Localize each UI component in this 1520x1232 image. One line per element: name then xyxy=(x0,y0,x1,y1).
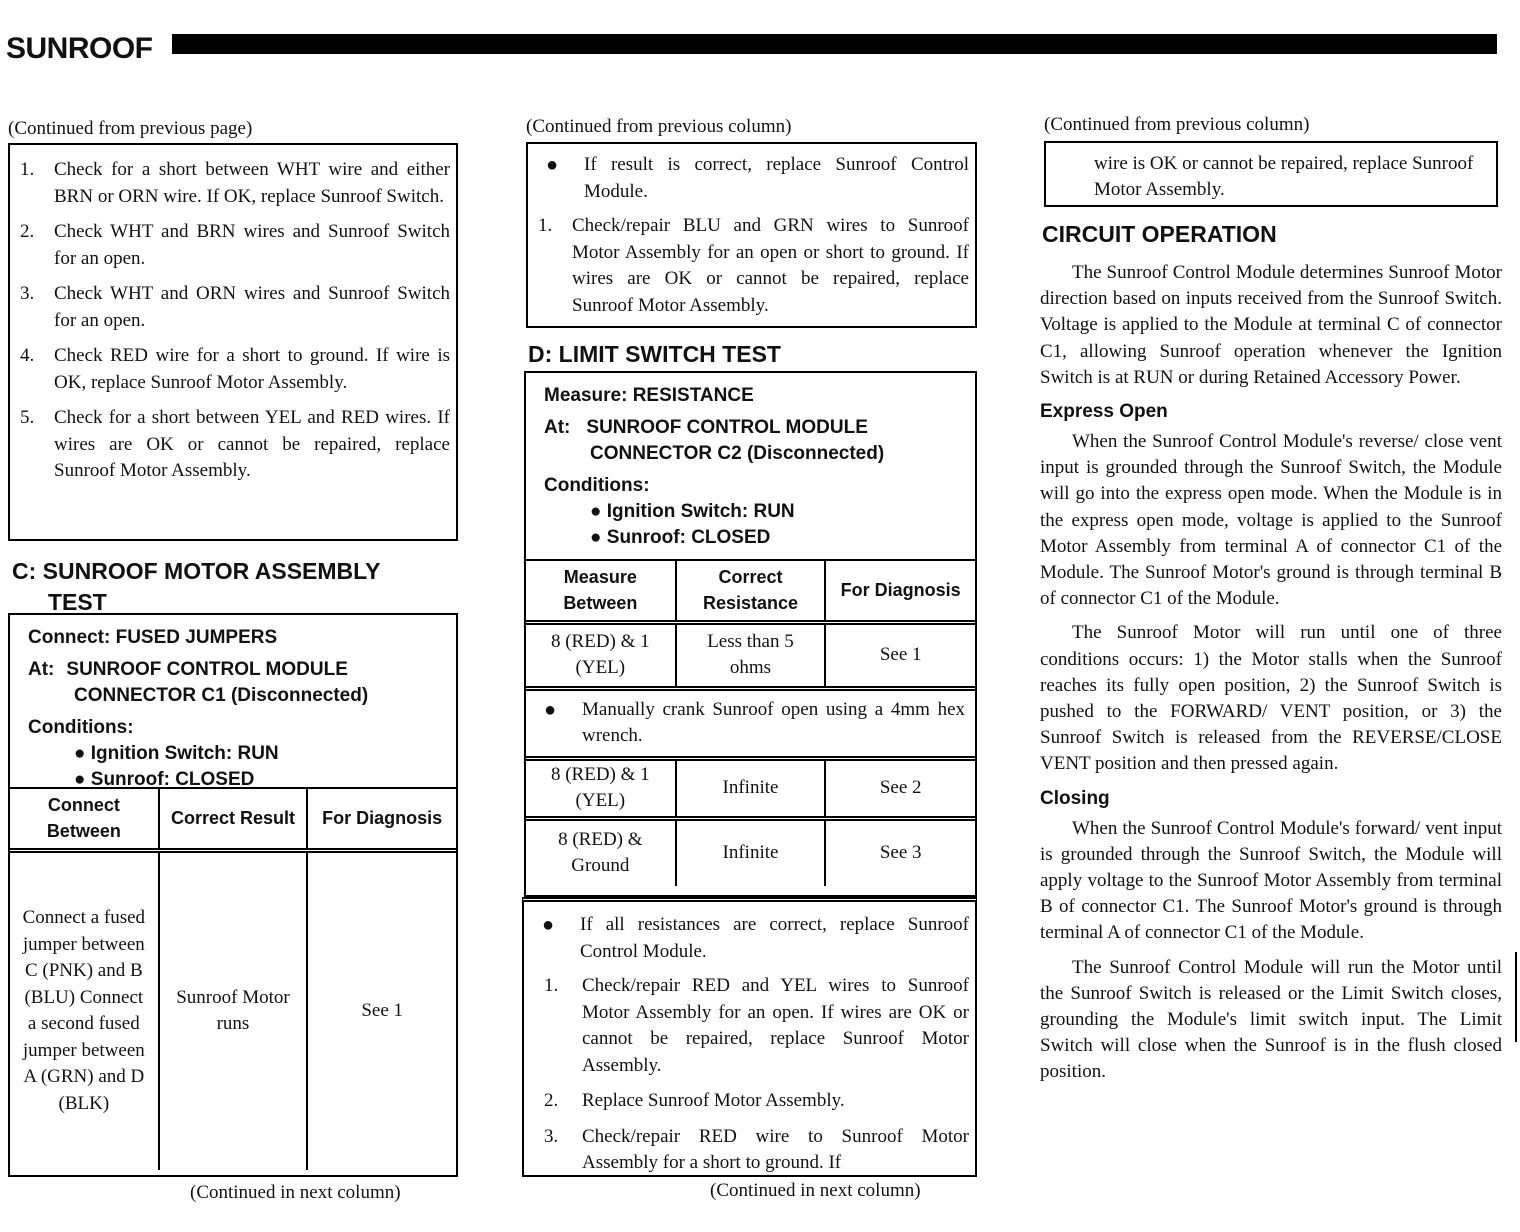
diagnosis-list xyxy=(10,157,450,485)
table-cell: Less than 5 ohms xyxy=(676,622,826,688)
at-line-2: CONNECTOR C1 (Disconnected) xyxy=(74,685,369,706)
table-note: ● Manually crank Sunroof open using a 4mm hex wrench. xyxy=(526,688,975,758)
list-item: 1. Check/repair RED and YEL wires to Sunroof Motor Assembly for an open. If wires are OK or cannot be repaired, replace Sunroof Motor Assembly. xyxy=(544,975,969,1076)
subheading-closing: Closing xyxy=(1040,787,1110,809)
table-cell: 8 (RED) & 1 (YEL) xyxy=(526,622,676,688)
continued-box: wire is OK or cannot be repaired, replace Sunroof Motor Assembly. xyxy=(1044,141,1498,207)
test-table-d xyxy=(526,559,975,886)
continued-in-note: (Continued in next column) xyxy=(710,1180,921,1201)
diagnosis-box xyxy=(8,143,458,541)
at-line: At: SUNROOF CONTROL MODULE xyxy=(28,659,348,680)
list-item: 2. Check WHT and BRN wires and Sunroof Switch for an open. xyxy=(20,221,450,269)
table-header: Correct Resistance xyxy=(676,560,826,622)
diagnosis-list xyxy=(524,912,969,1177)
measure-line: Measure: RESISTANCE xyxy=(544,385,754,406)
table-header: Measure Between xyxy=(526,560,676,622)
table-cell: See 1 xyxy=(825,622,975,688)
condition-item: ● Ignition Switch: RUN xyxy=(74,743,279,764)
condition-item: ● Sunroof: CLOSED xyxy=(590,527,771,548)
paragraph: When the Sunroof Control Module's reverse/ close vent input is grounded through the Sunroof Switch, the Module will go into the express open mode. When the Module is in the express open mode, voltage is applied to the Sunroof Motor Assembly from terminal A of connector C1 of the Module. The Sunroof Motor's ground is through terminal B of connector C1 of the Module. xyxy=(1040,431,1502,610)
table-cell: 8 (RED) & Ground xyxy=(526,818,676,886)
paragraph: When the Sunroof Control Module's forward/ vent input is grounded through the Sunroof Switch, the Module will apply voltage to the Sunroof Motor Assembly from terminal B of connector C1. The Sunroof Motor's ground is through terminal A of connector C1 of the Module. xyxy=(1040,817,1502,944)
continued-from-note: (Continued from previous column) xyxy=(1044,114,1310,135)
list-item: 2. Replace Sunroof Motor Assembly. xyxy=(544,1090,845,1111)
test-setup xyxy=(526,373,975,559)
table-cell: See 2 xyxy=(825,758,975,818)
table-header: For Diagnosis xyxy=(307,788,456,850)
table-cell: Infinite xyxy=(676,758,826,818)
test-box-d xyxy=(524,371,977,897)
paragraph: The Sunroof Control Module will run the Motor until the Sunroof Switch is released or the Limit Switch closes, grounding the Module's limit switch input. The Limit Switch will close when the Sunroof is in the flush closed position. xyxy=(1040,956,1502,1083)
table-cell: Infinite xyxy=(676,818,826,886)
connect-line: Connect: FUSED JUMPERS xyxy=(28,627,278,648)
section-title-c-cont: TEST xyxy=(48,589,107,615)
section-title-c: C: SUNROOF MOTOR ASSEMBLY xyxy=(12,558,381,584)
list-item: 4. Check RED wire for a short to ground. If wire is OK, replace Sunroof Motor Assembly. xyxy=(20,345,450,393)
circuit-operation-text xyxy=(1040,260,1502,1094)
at-line: At: SUNROOF CONTROL MODULE xyxy=(544,417,868,438)
test-box-c xyxy=(8,613,458,1177)
section-title-circuit: CIRCUIT OPERATION xyxy=(1042,221,1277,247)
list-item: 5. Check for a short between YEL and RED wires. If wires are OK or cannot be repaired, replace Sunroof Motor Assembly. xyxy=(20,407,450,481)
diagnosis-box xyxy=(526,142,977,328)
table-cell: See 1 xyxy=(361,1000,403,1021)
diagnosis-box-d xyxy=(522,897,977,1177)
condition-item: ● Sunroof: CLOSED xyxy=(74,769,255,790)
table-cell: Sunroof Motor runs xyxy=(159,850,308,1170)
table-header: Correct Result xyxy=(159,788,308,850)
table-header: For Diagnosis xyxy=(825,560,975,622)
continued-from-note: (Continued from previous column) xyxy=(526,116,792,137)
continued-from-note: (Continued from previous page) xyxy=(8,118,253,139)
table-header: Connect Between xyxy=(10,788,159,850)
edge-mark xyxy=(1515,952,1517,1042)
bullet-item: ● If all resistances are correct, replace Sunroof Control Module. xyxy=(542,914,969,962)
test-setup xyxy=(10,615,456,790)
test-table-c xyxy=(10,787,456,1170)
at-line-2: CONNECTOR C2 (Disconnected) xyxy=(590,443,885,464)
condition-item: ● Ignition Switch: RUN xyxy=(590,501,795,522)
page-title: SUNROOF xyxy=(6,32,153,65)
continued-in-note: (Continued in next column) xyxy=(190,1182,401,1203)
bullet-item: ● If result is correct, replace Sunroof Control Module. xyxy=(546,154,969,202)
subheading-express-open: Express Open xyxy=(1040,401,1168,423)
list-item: 1. Check for a short between WHT wire and either BRN or ORN wire. If OK, replace Sunroof Switch. xyxy=(20,159,450,207)
table-cell: See 3 xyxy=(879,842,922,863)
header-rule xyxy=(172,34,1497,54)
conditions-label: Conditions: xyxy=(28,717,134,738)
table-cell: Connect a fused jumper between C (PNK) and B (BLU) Connect a second fused jumper between A (GRN) and D (BLK) xyxy=(10,850,159,1170)
list-item: 3. Check/repair RED wire to Sunroof Motor Assembly for a short to ground. If xyxy=(544,1125,969,1173)
list-item: 1. Check/repair BLU and GRN wires to Sunroof Motor Assembly for an open or short to ground. If wires are OK or cannot be repaired, replace Sunroof Motor Assembly. xyxy=(538,215,969,316)
paragraph: The Sunroof Motor will run until one of three conditions occurs: 1) the Motor stalls when the Sunroof reaches its fully open position, 2) the Sunroof Switch is pushed to the FORWARD/ VENT position, or 3) the Sunroof Switch is released from the REVERSE/CLOSE VENT position and then pressed again. xyxy=(1040,622,1502,775)
conditions-label: Conditions: xyxy=(544,475,650,496)
table-cell: 8 (RED) & 1 (YEL) xyxy=(526,758,676,818)
diagnosis-list xyxy=(528,152,969,319)
paragraph: The Sunroof Control Module determines Sunroof Motor direction based on inputs received from the Sunroof Switch. Voltage is applied to the Module at terminal C of connector C1, allowing Sunroof operation whenever the Ignition Switch is at RUN or during Retained Accessory Power. xyxy=(1040,262,1502,388)
section-title-d: D: LIMIT SWITCH TEST xyxy=(528,341,781,367)
list-item: 3. Check WHT and ORN wires and Sunroof Switch for an open. xyxy=(20,283,450,331)
